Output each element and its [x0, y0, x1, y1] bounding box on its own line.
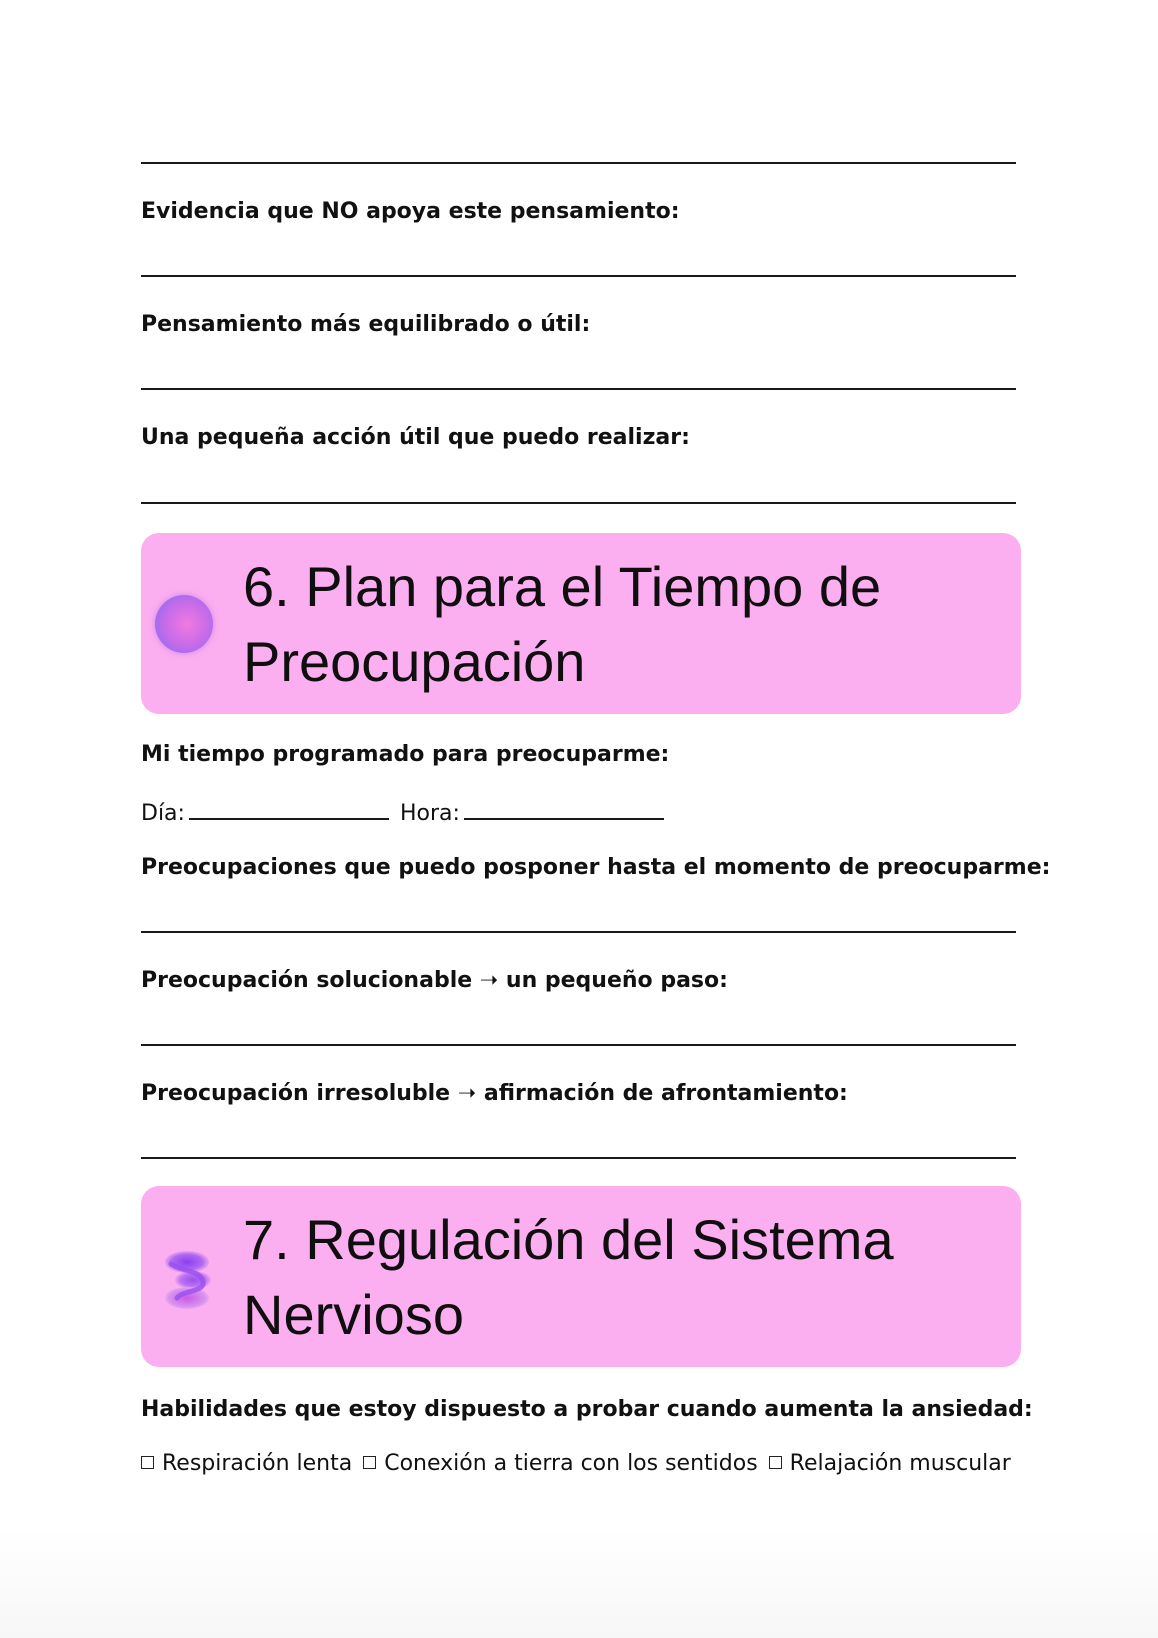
section-6-title: [243, 549, 881, 699]
section-7-banner: [141, 1186, 1021, 1367]
day-label: Día:: [141, 801, 185, 826]
answer-line[interactable]: [141, 162, 1016, 164]
section-7-title: [243, 1202, 894, 1352]
answer-line-unsolvable[interactable]: [141, 1157, 1016, 1159]
hour-label: Hora:: [399, 801, 460, 826]
small-action-label: Una pequeña acción útil que puedo realizar:: [141, 425, 690, 450]
page-bottom-shadow: [0, 1528, 1158, 1638]
skills-label: Habilidades que estoy dispuesto a probar cuando aumenta la ansiedad:: [141, 1397, 1033, 1422]
section-7-title-line-2: Nervioso: [243, 1283, 464, 1346]
checkbox-muscle-relaxation[interactable]: [769, 1456, 782, 1469]
section-7-title-line-1: 7. Regulación del Sistema: [243, 1208, 894, 1271]
answer-line-solvable[interactable]: [141, 1044, 1016, 1046]
answer-line-balanced-thought[interactable]: [141, 388, 1016, 390]
purple-orb-icon: [155, 595, 213, 653]
balanced-thought-label: Pensamiento más equilibrado o útil:: [141, 312, 591, 337]
day-field[interactable]: [189, 798, 389, 820]
answer-line-postpone[interactable]: [141, 931, 1016, 933]
day-hour-row: [141, 798, 668, 828]
hour-field[interactable]: [464, 798, 664, 820]
postpone-worries-label: Preocupaciones que puedo posponer hasta el momento de preocuparme:: [141, 855, 1051, 880]
section-6-banner: [141, 533, 1021, 714]
scheduled-time-label: Mi tiempo programado para preocuparme:: [141, 742, 670, 767]
skills-checklist: [141, 1450, 1015, 1478]
solvable-worry-label: Preocupación solucionable ➝ un pequeño paso:: [141, 968, 728, 993]
purple-swirl-icon: [153, 1242, 223, 1318]
answer-line-evidence-against[interactable]: [141, 275, 1016, 277]
skill-muscle-relaxation: Relajación muscular: [789, 1451, 1011, 1476]
answer-line-small-action[interactable]: [141, 502, 1016, 504]
section-6-title-line-1: 6. Plan para el Tiempo de: [243, 555, 882, 618]
unsolvable-worry-label: Preocupación irresoluble ➝ afirmación de afrontamiento:: [141, 1081, 848, 1106]
skill-slow-breathing: Respiración lenta: [162, 1451, 353, 1476]
checkbox-slow-breathing[interactable]: [141, 1456, 154, 1469]
skill-grounding-senses: Conexión a tierra con los sentidos: [384, 1451, 758, 1476]
evidence-against-label: Evidencia que NO apoya este pensamiento:: [141, 199, 680, 224]
section-6-title-line-2: Preocupación: [243, 630, 586, 693]
checkbox-grounding-senses[interactable]: [363, 1456, 376, 1469]
